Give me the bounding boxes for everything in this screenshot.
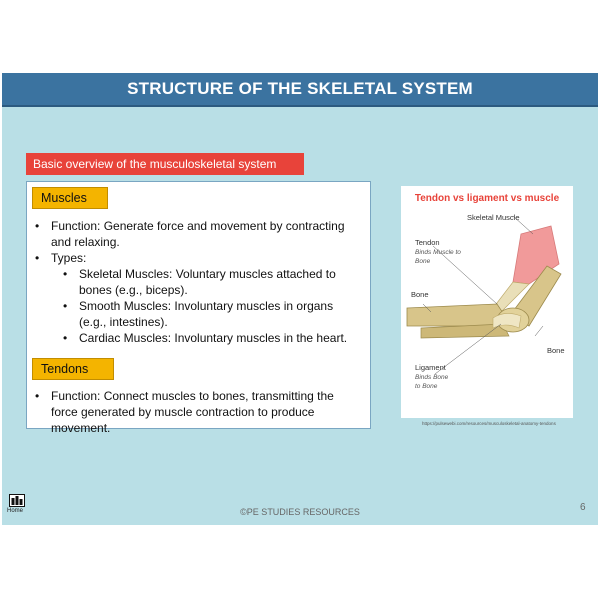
label-bone-left: Bone: [411, 290, 429, 299]
muscles-types-label: • Types:: [27, 250, 357, 266]
slide-title: STRUCTURE OF THE SKELETAL SYSTEM: [2, 73, 598, 107]
home-label[interactable]: Home: [7, 508, 24, 514]
figure-title: Tendon vs ligament vs muscle: [414, 193, 560, 204]
label-ligament-sub: Binds Bone to Bone: [415, 374, 449, 390]
muscles-list: [27, 218, 357, 346]
muscle-type-cardiac: • Cardiac Muscles: Involuntary muscles in the heart.: [27, 330, 357, 346]
muscles-function: • Function: Generate force and movement by contracting and relaxing.: [27, 218, 357, 250]
content-box: [26, 181, 371, 435]
tendons-function: • Function: Connect muscles to bones, transmitting the force generated by muscle contraction to produce movement.: [27, 388, 357, 436]
overview-banner: Basic overview of the musculoskeletal system: [26, 153, 304, 175]
muscles-tag: Muscles: [32, 187, 108, 209]
bone-left-shape: [407, 304, 505, 326]
label-tendon: Tendon: [415, 238, 440, 247]
label-skeletal-muscle: Skeletal Muscle: [467, 213, 520, 222]
slide: [2, 73, 598, 525]
label-tendon-sub: Binds Muscle to Bone: [415, 249, 461, 265]
muscle-type-smooth: • Smooth Muscles: Involuntary muscles in organs (e.g., intestines).: [27, 298, 357, 330]
tendons-list: [27, 388, 357, 436]
label-bone-right: Bone: [547, 346, 565, 355]
tendons-tag: Tendons: [32, 358, 114, 380]
anatomy-figure: [401, 186, 573, 418]
home-icon[interactable]: [9, 494, 25, 507]
footer-credit: ©PE STUDIES RESOURCES: [240, 507, 360, 517]
label-ligament: Ligament: [415, 363, 446, 372]
figure-url: https://pulsewebi.com/resources/musculoskeletal-anatomy-tendons: [422, 421, 556, 426]
page-number: 6: [580, 502, 586, 513]
muscle-type-skeletal: • Skeletal Muscles: Voluntary muscles attached to bones (e.g., biceps).: [27, 266, 357, 298]
